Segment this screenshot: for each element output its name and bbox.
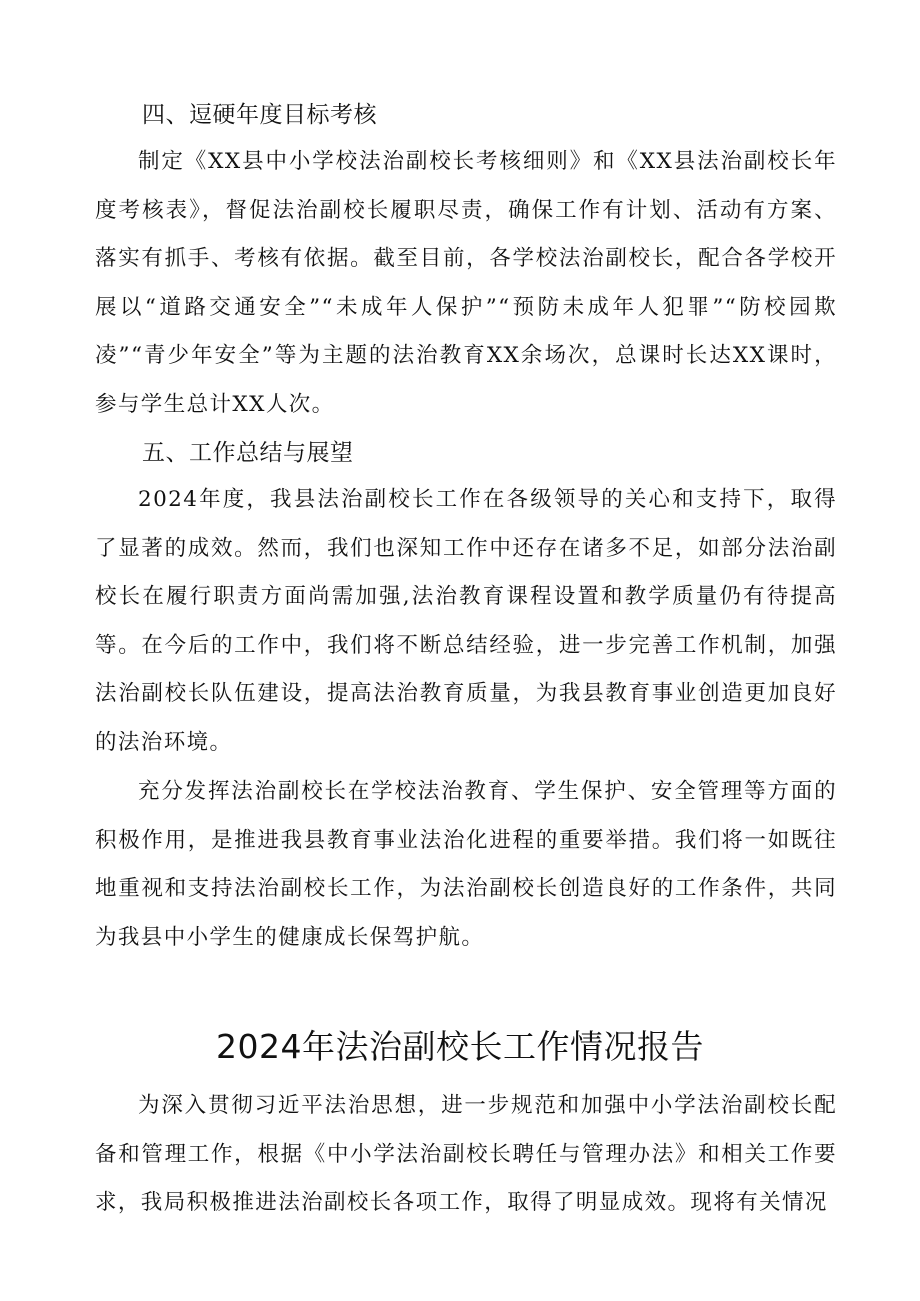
section-5-paragraph-1: 2024年度，我县法治副校长工作在各级领导的关心和支持下，取得了显著的成效。然而，我们也深知工作中还存在诸多不足，如部分法治副校长在履行职责方面尚需加强,法治教育课程设置和教学质量仍有待提高等。在今后的工作中，我们将不断总结经验，进一步完善工作机制，加强法治副校长队伍建设，提高法治教育质量，为我县教育事业创造更加良好的法治环境。 xyxy=(95,487,837,755)
report-title: 2024年法治副校长工作情况报告 xyxy=(216,1027,704,1066)
report-intro-paragraph: 为深入贯彻习近平法治思想，进一步规范和加强中小学法治副校长配备和管理工作，根据《中小学法治副校长聘任与管理办法》和相关工作要求，我局积极推进法治副校长各项工作，取得了明显成效。现将有关情况 xyxy=(95,1093,837,1216)
section-5-paragraph-2: 充分发挥法治副校长在学校法治教育、学生保护、安全管理等方面的积极作用，是推进我县教育事业法治化进程的重要举措。我们将一如既往地重视和支持法治副校长工作，为法治副校长创造良好的工作条件，共同为我县中小学生的健康成长保驾护航。 xyxy=(95,779,837,950)
section-4-paragraph: 制定《XX县中小学校法治副校长考核细则》和《XX县法治副校长年度考核表》，督促法治副校长履职尽责，确保工作有计划、活动有方案、落实有抓手、考核有依据。截至目前，各学校法治副校长，配合各学校开展以“道路交通安全”“未成年人保护”“预防未成年人犯罪”“防校园欺凌”“青少年安全”等为主题的法治教育XX余场次，总课时长达XX课时，参与学生总计XX人次。 xyxy=(95,149,837,417)
section-heading-5: 五、工作总结与展望 xyxy=(142,440,354,466)
section-heading-4: 四、逗硬年度目标考核 xyxy=(142,102,377,128)
